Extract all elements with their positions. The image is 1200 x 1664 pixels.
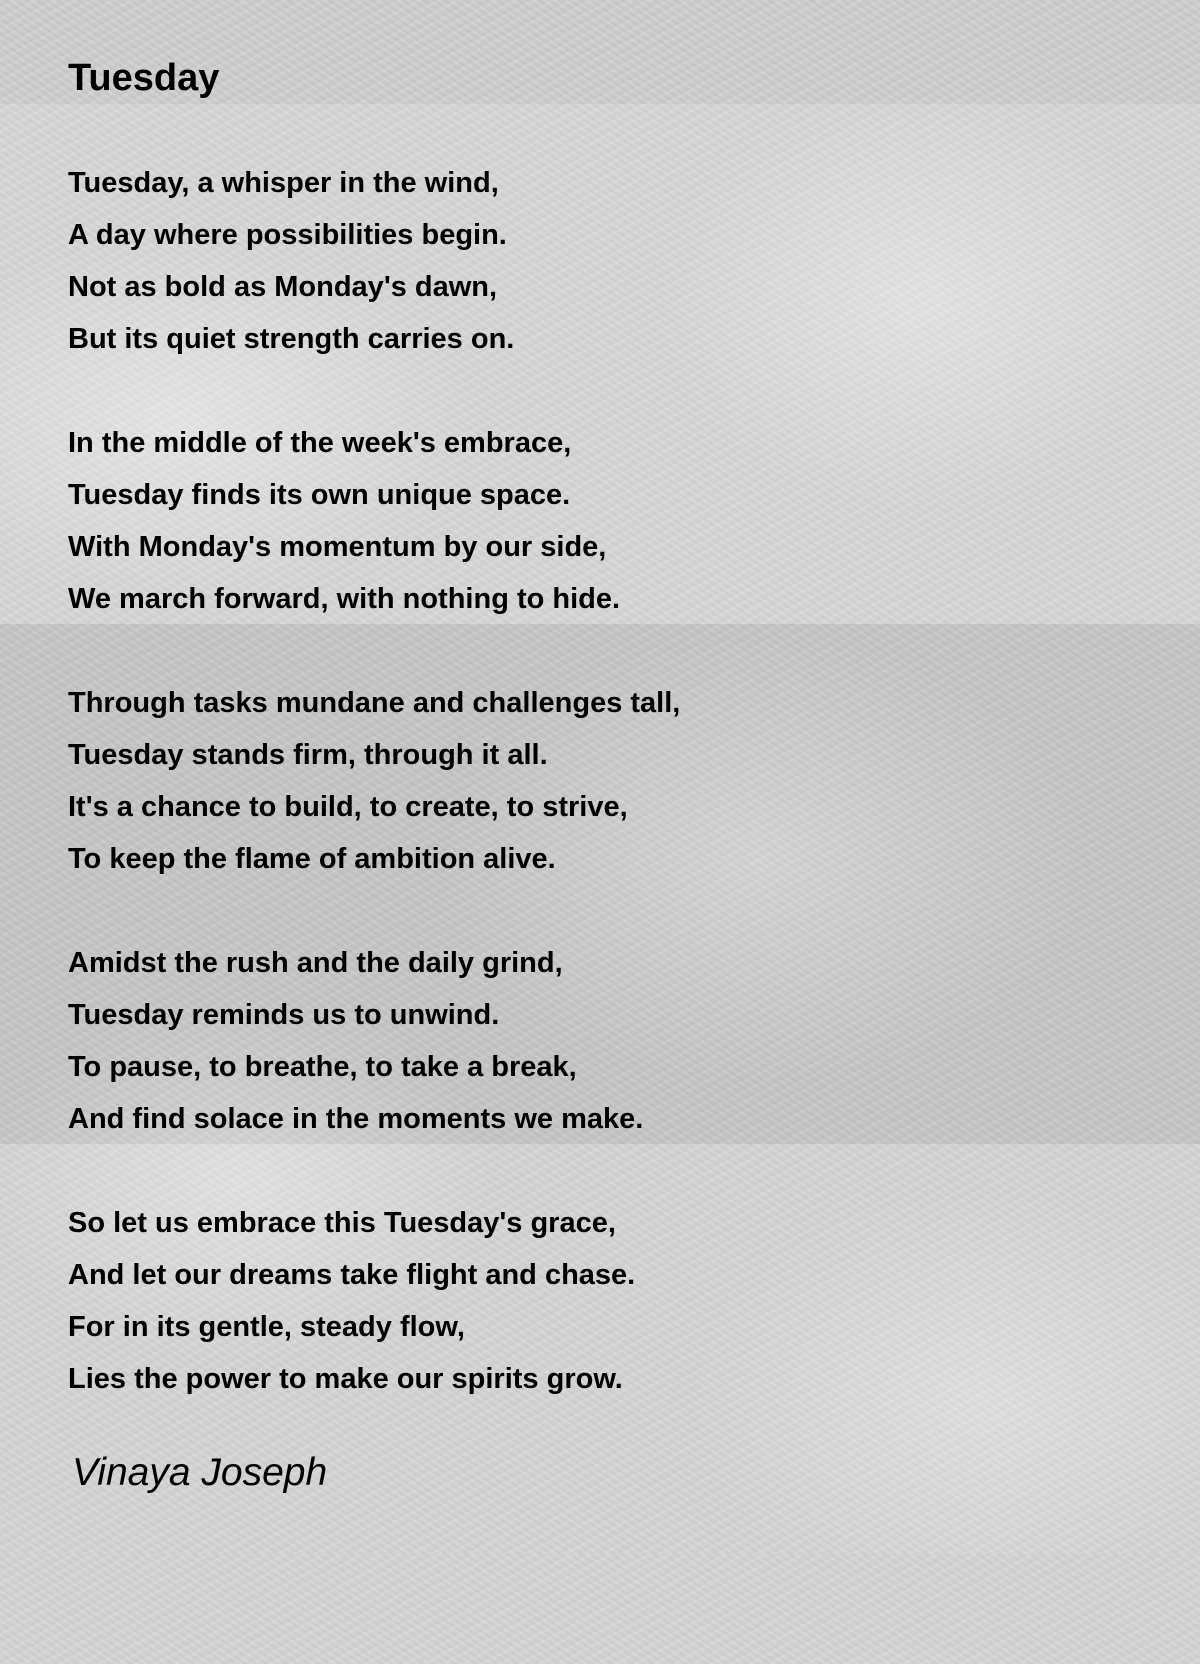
poem-line: Tuesday, a whisper in the wind, [68,167,499,199]
poem-line: Tuesday reminds us to unwind. [68,999,500,1031]
poem-line: Through tasks mundane and challenges tall, [68,687,681,719]
poem-line: For in its gentle, steady flow, [68,1311,465,1343]
stanza-3 [68,677,1148,885]
poem-line: To pause, to breathe, to take a break, [68,1051,577,1083]
poem-line: But its quiet strength carries on. [68,323,515,355]
poem-line: Amidst the rush and the daily grind, [68,947,563,979]
poem-line: In the middle of the week's embrace, [68,427,572,459]
poem-line: Tuesday stands firm, through it all. [68,739,548,771]
poem-title: Tuesday [68,57,220,99]
poem-line: A day where possibilities begin. [68,219,507,251]
poem-line: So let us embrace this Tuesday's grace, [68,1207,616,1239]
poem-line: It's a chance to build, to create, to strive, [68,791,628,823]
poem-page [68,54,1148,1494]
poem-body [68,157,1148,1405]
poem-line: Lies the power to make our spirits grow. [68,1363,623,1395]
stanza-5 [68,1197,1148,1405]
stanza-1 [68,157,1148,365]
poem-line: Tuesday finds its own unique space. [68,479,571,511]
stanza-2 [68,417,1148,625]
poem-line: With Monday's momentum by our side, [68,531,607,563]
poem-line: To keep the flame of ambition alive. [68,843,556,875]
poem-line: And find solace in the moments we make. [68,1103,644,1135]
poem-author: Vinaya Joseph [72,1451,328,1494]
stanza-4 [68,937,1148,1145]
poem-line: Not as bold as Monday's dawn, [68,271,498,303]
poem-line: We march forward, with nothing to hide. [68,583,621,615]
poem-line: And let our dreams take flight and chase. [68,1259,636,1291]
